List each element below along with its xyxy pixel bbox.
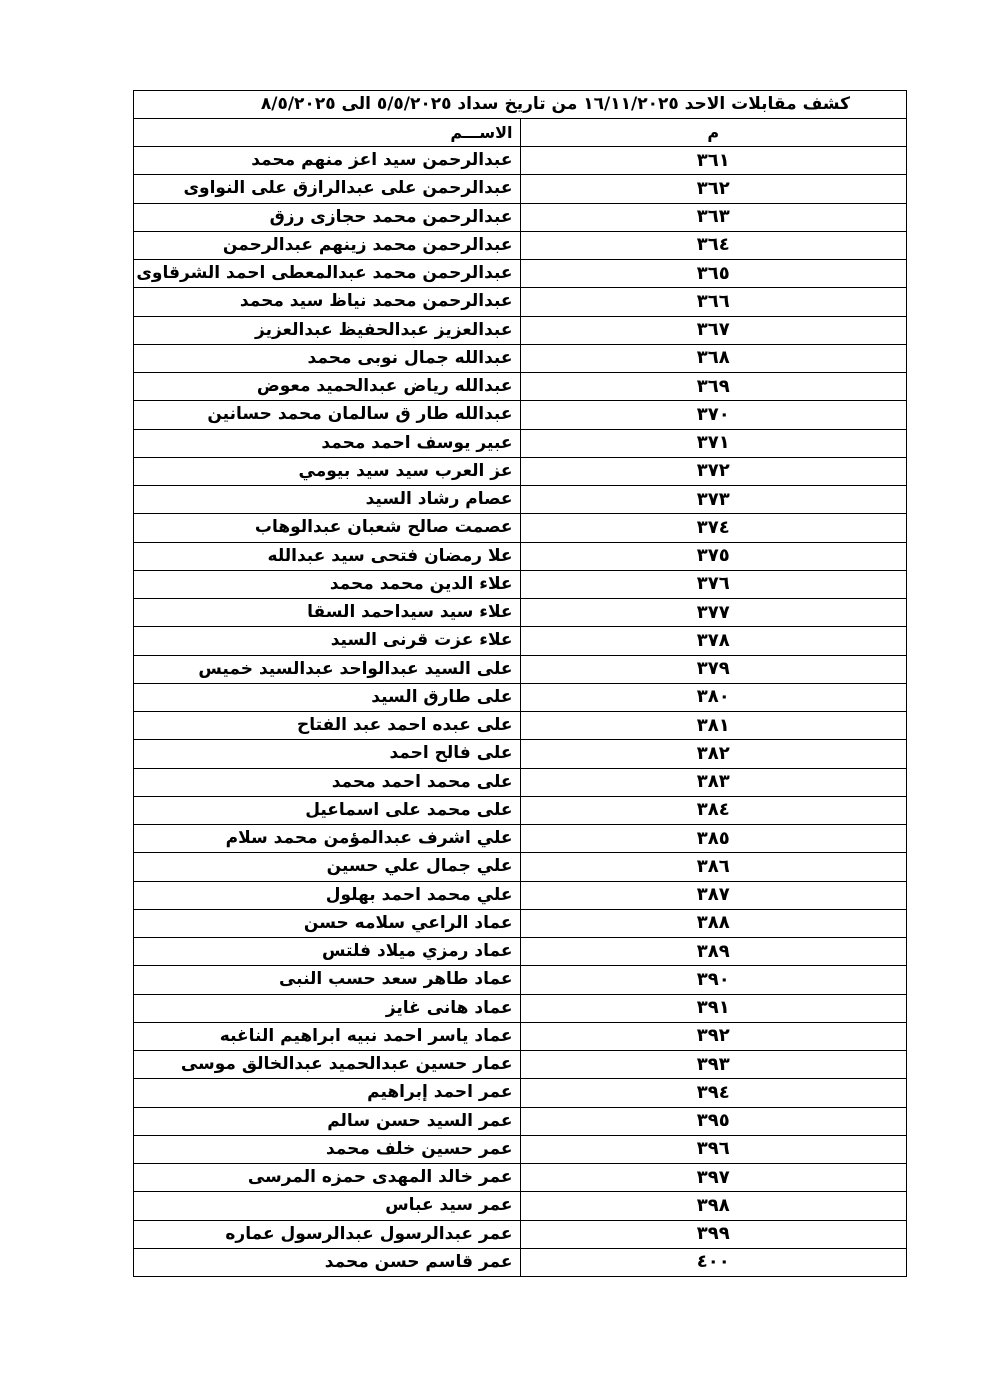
row-name: علي اشرف عبدالمؤمن محمد سلام [134,825,521,853]
table-row [134,1164,907,1192]
table-row [134,401,907,429]
table-row [134,825,907,853]
row-name: على طارق السيد [134,683,521,711]
table-row [134,881,907,909]
table-row [134,344,907,372]
row-number: ٣٦٩ [520,373,907,401]
row-name: عمر خالد المهدى حمزه المرسى [134,1164,521,1192]
row-name: عبدالرحمن محمد عبدالمعطى احمد الشرقاوى [134,260,521,288]
row-number: ٣٧٩ [520,655,907,683]
row-name: علاء الدين محمد محمد [134,570,521,598]
header-number: م [520,119,907,147]
row-number: ٣٦٨ [520,344,907,372]
row-name: عز العرب سيد سيد بيومي [134,457,521,485]
row-name: عمر احمد إبراهيم [134,1079,521,1107]
table-row [134,373,907,401]
table-row [134,429,907,457]
row-number: ٣٧٤ [520,514,907,542]
row-number: ٣٩٤ [520,1079,907,1107]
row-number: ٣٧٢ [520,457,907,485]
row-number: ٣٩٠ [520,966,907,994]
row-number: ٣٨٨ [520,909,907,937]
table-row [134,1248,907,1276]
table-row [134,1135,907,1163]
table-row [134,231,907,259]
row-name: عماد طاهر سعد حسب النبى [134,966,521,994]
row-number: ٣٧٥ [520,542,907,570]
row-number: ٣٩٧ [520,1164,907,1192]
row-name: على السيد عبدالواحد عبدالسيد خميس [134,655,521,683]
table-row [134,796,907,824]
row-number: ٣٧٣ [520,486,907,514]
table-row [134,1022,907,1050]
table-row [134,683,907,711]
row-number: ٣٦٥ [520,260,907,288]
table-row [134,740,907,768]
row-number: ٣٧٧ [520,599,907,627]
table-row [134,712,907,740]
table-row [134,486,907,514]
row-name: على عبده احمد عبد الفتاح [134,712,521,740]
table-row [134,909,907,937]
row-name: عبدالرحمن محمد حجازى رزق [134,203,521,231]
table-row [134,627,907,655]
row-name: على محمد احمد محمد [134,768,521,796]
row-name: عماد رمزي ميلاد فلتس [134,938,521,966]
table-row [134,288,907,316]
row-name: عبدالله طار ق سالمان محمد حسانين [134,401,521,429]
row-name: عمر السيد حسن سالم [134,1107,521,1135]
row-number: ٣٨٥ [520,825,907,853]
table-row [134,1079,907,1107]
row-name: عبدالرحمن سيد اعز منهم محمد [134,147,521,175]
title-row [134,91,907,119]
table-row [134,147,907,175]
row-name: على محمد على اسماعيل [134,796,521,824]
row-number: ٣٩٨ [520,1192,907,1220]
row-number: ٣٨٧ [520,881,907,909]
row-name: علاء سيد سيداحمد السقا [134,599,521,627]
header-row [134,119,907,147]
table-row [134,514,907,542]
table-row [134,994,907,1022]
row-name: عمر سيد عباس [134,1192,521,1220]
table-row [134,1192,907,1220]
row-number: ٣٩٢ [520,1022,907,1050]
row-name: علاء عزت قرنى السيد [134,627,521,655]
table-row [134,655,907,683]
row-number: ٣٩١ [520,994,907,1022]
table-body [134,91,907,1277]
row-number: ٣٧٠ [520,401,907,429]
row-name: عماد الراعي سلامه حسن [134,909,521,937]
table-row [134,1220,907,1248]
table-row [134,457,907,485]
row-number: ٣٨١ [520,712,907,740]
row-number: ٣٩٥ [520,1107,907,1135]
row-name: عصام رشاد السيد [134,486,521,514]
row-number: ٣٨٩ [520,938,907,966]
sheet-title: كشف مقابلات الاحد ١٦/١١/٢٠٢٥ من تاريخ سداد ٥/٥/٢٠٢٥ الى ٨/٥/٢٠٢٥ [134,91,907,119]
row-name: عماد هانى غايز [134,994,521,1022]
table-row [134,203,907,231]
row-number: ٣٩٩ [520,1220,907,1248]
table-row [134,175,907,203]
table-row [134,599,907,627]
row-name: عبدالرحمن محمد زينهم عبدالرحمن [134,231,521,259]
row-number: ٣٨٠ [520,683,907,711]
row-number: ٣٩٦ [520,1135,907,1163]
table-row [134,1051,907,1079]
row-number: ٣٦٦ [520,288,907,316]
row-number: ٣٦٤ [520,231,907,259]
row-name: على فالح احمد [134,740,521,768]
table-row [134,768,907,796]
table-row [134,260,907,288]
row-name: عبدالله رياض عبدالحميد معوض [134,373,521,401]
table-row [134,938,907,966]
row-name: عبدالرحمن محمد نياظ سيد محمد [134,288,521,316]
table-row [134,542,907,570]
row-number: ٣٦٢ [520,175,907,203]
row-name: علا رمضان فتحى سيد عبدالله [134,542,521,570]
row-name: علي جمال علي حسين [134,853,521,881]
row-number: ٣٦٧ [520,316,907,344]
row-name: عصمت صالح شعبان عبدالوهاب [134,514,521,542]
table-row [134,316,907,344]
table-row [134,570,907,598]
header-name: الاســـم [134,119,521,147]
row-number: ٣٨٢ [520,740,907,768]
table-row [134,966,907,994]
row-number: ٣٧١ [520,429,907,457]
row-number: ٣٩٣ [520,1051,907,1079]
row-name: عمر حسين خلف محمد [134,1135,521,1163]
row-name: عبدالعزيز عبدالحفيظ عبدالعزيز [134,316,521,344]
table-row [134,853,907,881]
row-name: عبدالرحمن على عبدالرازق على النواوى [134,175,521,203]
row-number: ٤٠٠ [520,1248,907,1276]
row-number: ٣٨٤ [520,796,907,824]
row-name: عماد ياسر احمد نبيه ابراهيم الناغبه [134,1022,521,1050]
interview-list-table [133,90,907,1277]
row-name: علي محمد احمد بهلول [134,881,521,909]
row-name: عبير يوسف احمد محمد [134,429,521,457]
table-row [134,1107,907,1135]
row-number: ٣٨٦ [520,853,907,881]
row-name: عمار حسين عبدالحميد عبدالخالق موسى [134,1051,521,1079]
row-number: ٣٧٨ [520,627,907,655]
row-name: عبدالله جمال نوبى محمد [134,344,521,372]
row-name: عمر عبدالرسول عبدالرسول عماره [134,1220,521,1248]
row-name: عمر قاسم حسن محمد [134,1248,521,1276]
row-number: ٣٦٣ [520,203,907,231]
row-number: ٣٦١ [520,147,907,175]
row-number: ٣٧٦ [520,570,907,598]
row-number: ٣٨٣ [520,768,907,796]
